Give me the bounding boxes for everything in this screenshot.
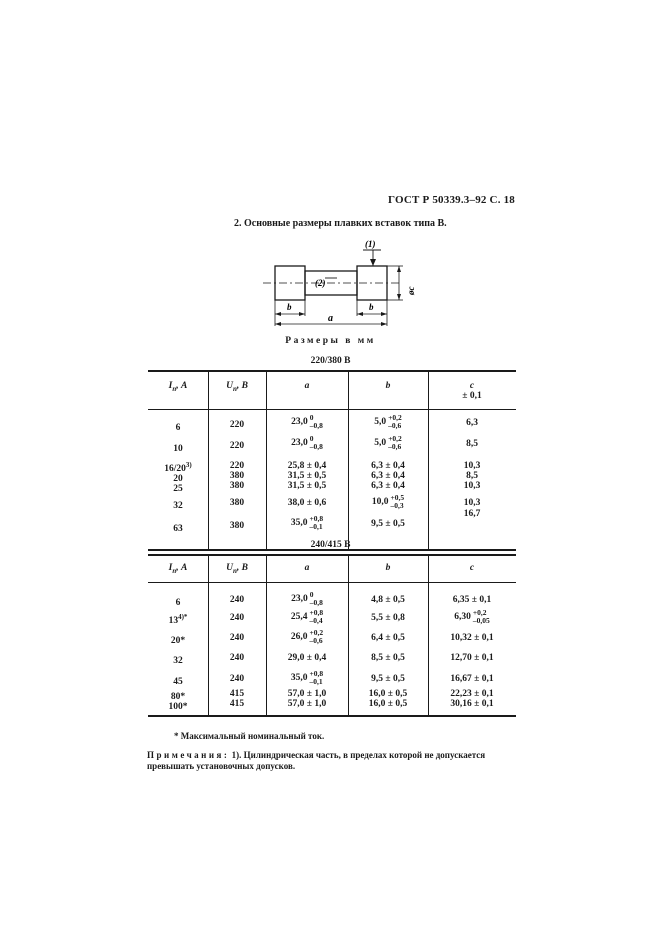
label-a: a — [328, 313, 333, 324]
tolerance: +0,8 –0,4 — [309, 608, 324, 625]
table1-cell-in: 63 — [173, 524, 183, 535]
tolerance: +0,8 –0,1 — [309, 669, 324, 686]
table2-cell-b: 8,5 ± 0,5 — [371, 653, 405, 663]
table2-cell-un: 240 — [229, 653, 245, 663]
table1-cell-in: 32 — [173, 501, 183, 512]
table2-bottom-rule — [148, 715, 516, 717]
table2-cell-b: 16,0 ± 0,5 — [368, 699, 408, 709]
table2-cell-a: 29,0 ± 0,4 — [287, 653, 327, 663]
footnote: * Максимальный номинальный ток. — [174, 731, 325, 741]
label-2: (2) — [315, 278, 326, 288]
table1-cell-in: 25 — [173, 484, 183, 495]
section-title: 2. Основные размеры плавких вставок типа В. — [234, 218, 447, 229]
table1-header-a: a — [304, 381, 310, 391]
table2-cell-a: 26,0 +0,2 –0,6 — [290, 628, 324, 645]
table2-cell-b: 9,5 ± 0,5 — [371, 674, 405, 684]
table2-header-a: a — [304, 563, 310, 573]
label-1: (1) — [365, 239, 376, 249]
table1-cell-a: 31,5 ± 0,5 — [287, 481, 327, 491]
table1-cell-un: 220 — [229, 441, 245, 451]
table1-cell-b: 10,0 +0,5 –0,3 — [371, 493, 405, 510]
table1-cell-c: 8,5 — [466, 439, 478, 449]
table1-header-c: c ± 0,1 — [462, 381, 482, 401]
table1-cell-b: 6,3 ± 0,4 — [371, 471, 405, 481]
tolerance: +0,8 –0,1 — [309, 514, 324, 531]
table2-cell-un: 415 — [229, 689, 245, 699]
note-line2: превышать установочных допусков. — [147, 761, 296, 771]
table2-cell-c: 6,30 +0,2 –0,05 — [454, 608, 490, 625]
table2-cell-a: 57,0 ± 1,0 — [287, 689, 327, 699]
table1-cell-un: 220 — [229, 420, 245, 430]
table2-cell-in: 20* — [170, 636, 186, 647]
table1-cell-a: 25,8 ± 0,4 — [287, 461, 327, 471]
table2-cell-in: 45 — [173, 677, 183, 688]
table1-cell-un: 380 — [229, 521, 245, 531]
table1-cell-b: 9,5 ± 0,5 — [371, 519, 405, 529]
table2-header-un: $U_n$, В — [226, 563, 248, 575]
table1-cell-a: 23,0 0 –0,8 — [291, 413, 323, 430]
tolerance: 0 –0,8 — [309, 413, 323, 430]
tolerance: +0,2 –0,05 — [472, 608, 490, 625]
table1-cell-b: 6,3 ± 0,4 — [371, 481, 405, 491]
table2-cell-un: 415 — [229, 699, 245, 709]
note — [147, 750, 485, 760]
table2-cell-c: 16,67 ± 0,1 — [450, 674, 494, 684]
label-c: øc — [406, 286, 416, 295]
table1-cell-in: 6 — [175, 423, 181, 434]
table2-title: 240/415 В — [310, 540, 351, 550]
table2-cell-in: 100* — [168, 702, 188, 713]
table2-cell-a: 25,4 +0,8 –0,4 — [290, 608, 324, 625]
table1-cell-c: 10,3 — [463, 481, 481, 491]
tolerance: +0,2 –0,6 — [388, 434, 402, 451]
table1-header-b: b — [385, 381, 391, 391]
table2-header-c: c — [469, 563, 475, 573]
table1-cell-un: 380 — [229, 481, 245, 491]
table1-cell-c: 6,3 — [466, 418, 478, 428]
units-caption: Размеры в мм — [285, 336, 376, 346]
table1-cell-b: 5,0 +0,2 –0,6 — [374, 413, 402, 430]
table1-header-un: $U_n$, В — [226, 381, 248, 393]
table2-cell-un: 240 — [229, 674, 245, 684]
table1-cell-b: 6,3 ± 0,4 — [371, 461, 405, 471]
label-b-right: b — [369, 302, 374, 312]
table1-header-rule — [148, 409, 516, 410]
table2-cell-c: 22,23 ± 0,1 — [450, 689, 494, 699]
table2-cell-un: 240 — [229, 595, 245, 605]
table2-cell-c: 6,35 ± 0,1 — [452, 595, 492, 605]
table1-cell-in: 10 — [173, 444, 183, 455]
table2-cell-in: $13^{4)*}$ — [168, 613, 188, 627]
table1-cell-un: 380 — [229, 498, 245, 508]
tolerance: +0,2 –0,6 — [309, 628, 324, 645]
table1-cell-in: 16/20$^{3)}$ — [164, 461, 192, 475]
table2-cell-in: 32 — [173, 656, 183, 667]
table2-header-rule — [148, 582, 516, 583]
table2-cell-c: 12,70 ± 0,1 — [450, 653, 494, 663]
table2-cell-un: 240 — [229, 633, 245, 643]
label-b-left: b — [287, 302, 292, 312]
table2-cell-un: 240 — [229, 613, 245, 623]
table1-header-in: $I_n$, А — [168, 381, 188, 393]
table2-header-in: $I_n$, А — [168, 563, 188, 575]
tolerance: +0,2 –0,6 — [388, 413, 402, 430]
table2-cell-c: 10,32 ± 0,1 — [450, 633, 494, 643]
note-line1: 1). Цилиндрическая часть, в пределах которой не допускается — [229, 750, 486, 760]
table1-cell-c: 16,7 — [463, 509, 481, 519]
note-label: Примечания: — [147, 750, 230, 760]
fuse-link-diagram — [255, 238, 425, 330]
table2-cell-b: 5,5 ± 0,8 — [371, 613, 405, 623]
table1-top-rule — [148, 370, 516, 372]
table1-cell-a: 23,0 0 –0,8 — [291, 434, 323, 451]
table2-cell-in: 6 — [175, 598, 181, 609]
table1-cell-un: 380 — [229, 471, 245, 481]
table1-cell-b: 5,0 +0,2 –0,6 — [374, 434, 402, 451]
document-header: ГОСТ Р 50339.3–92 С. 18 — [388, 194, 515, 206]
table1-title: 220/380 В — [310, 356, 351, 366]
tolerance: 0 –0,8 — [309, 590, 323, 607]
tolerance: +0,5 –0,3 — [390, 493, 405, 510]
table1-cell-c: 10,3 — [463, 461, 481, 471]
table2-cell-in: 80* — [170, 692, 186, 703]
table2-cell-a: 23,0 0 –0,8 — [291, 590, 323, 607]
table2-cell-a: 57,0 ± 1,0 — [287, 699, 327, 709]
table1-cell-un: 220 — [229, 461, 245, 471]
table1-cell-in: 20 — [173, 474, 183, 485]
table2-top-rule — [148, 554, 516, 556]
table1-cell-a: 31,5 ± 0,5 — [287, 471, 327, 481]
table1-cell-a: 38,0 ± 0,6 — [287, 498, 327, 508]
table1-cell-c: 10,3 — [463, 498, 481, 508]
table2-cell-a: 35,0 +0,8 –0,1 — [290, 669, 324, 686]
table1-cell-c: 8,5 — [466, 471, 478, 481]
table2-cell-b: 6,4 ± 0,5 — [371, 633, 405, 643]
table2-cell-b: 16,0 ± 0,5 — [368, 689, 408, 699]
tolerance: 0 –0,8 — [309, 434, 323, 451]
table2-header-b: b — [385, 563, 391, 573]
table2-cell-b: 4,8 ± 0,5 — [371, 595, 405, 605]
table2-cell-c: 30,16 ± 0,1 — [450, 699, 494, 709]
table1-cell-a: 35,0 +0,8 –0,1 — [290, 514, 324, 531]
